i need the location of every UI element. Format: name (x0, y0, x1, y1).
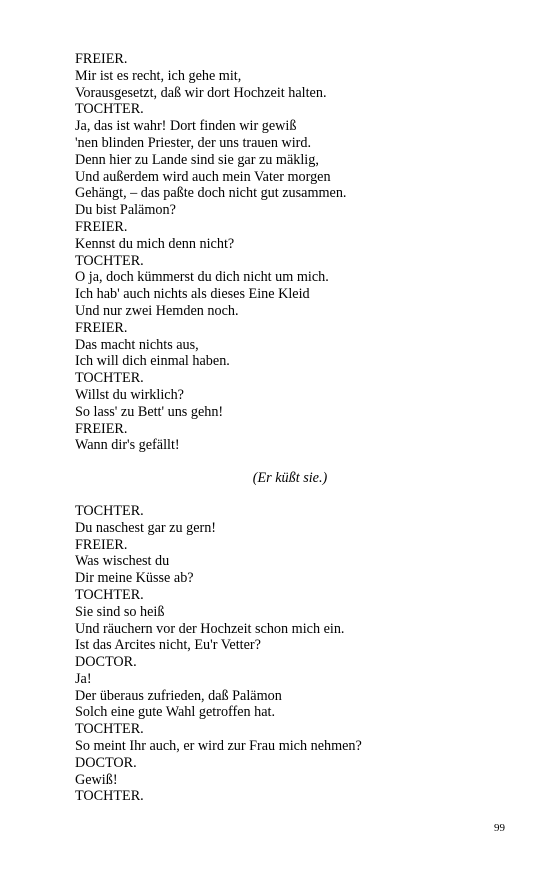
stage-direction: (Er küßt sie.) (252, 470, 328, 487)
dialogue-block-2 (75, 503, 505, 805)
text-line: Du naschest gar zu gern! (75, 519, 217, 536)
dialogue-block-1 (75, 51, 505, 454)
text-line: Und räuchern vor der Hochzeit schon mich ein. (75, 620, 345, 637)
text-line: Und außerdem wird auch mein Vater morgen (75, 168, 331, 185)
text-line: Du bist Palämon? (75, 202, 176, 219)
text-line: Das macht nichts aus, (75, 336, 199, 353)
text-line: Vorausgesetzt, daß wir dort Hochzeit halten. (75, 84, 327, 101)
text-line: TOCHTER. (75, 252, 144, 269)
text-line: Ich hab' auch nichts als dieses Eine Kleid (75, 286, 310, 303)
text-line: Ja, das ist wahr! Dort finden wir gewiß (75, 118, 297, 135)
text-line: Ist das Arcites nicht, Eu'r Vetter? (75, 637, 261, 654)
text-line: FREIER. (75, 319, 128, 336)
text-line: Gewiß! (75, 771, 118, 788)
text-line: Was wischest du (75, 553, 170, 570)
text-line: So lass' zu Bett' uns gehn! (75, 403, 224, 420)
text-line: O ja, doch kümmerst du dich nicht um mich. (75, 269, 329, 286)
text-line: Ja! (75, 670, 92, 687)
text-line: Der überaus zufrieden, daß Palämon (75, 687, 282, 704)
text-line: Denn hier zu Lande sind sie gar zu mäklig, (75, 151, 319, 168)
text-line: Ich will dich einmal haben. (75, 353, 230, 370)
text-line: TOCHTER. (75, 721, 144, 738)
text-line: Und nur zwei Hemden noch. (75, 302, 239, 319)
page-number: 99 (494, 822, 505, 834)
text-line: Solch eine gute Wahl getroffen hat. (75, 704, 276, 721)
text-line: 'nen blinden Priester, der uns trauen wird. (75, 134, 312, 151)
text-line: TOCHTER. (75, 502, 144, 519)
text-line: TOCHTER. (75, 788, 144, 805)
text-line: FREIER. (75, 420, 128, 437)
text-line: Sie sind so heiß (75, 603, 165, 620)
text-line: Dir meine Küsse ab? (75, 570, 194, 587)
text-line: DOCTOR. (75, 654, 137, 671)
text-line: So meint Ihr auch, er wird zur Frau mich nehmen? (75, 738, 362, 755)
text-line: TOCHTER. (75, 370, 144, 387)
text-line: Kennst du mich denn nicht? (75, 235, 235, 252)
text-line: FREIER. (75, 536, 128, 553)
text-line: TOCHTER. (75, 101, 144, 118)
text-line: DOCTOR. (75, 754, 137, 771)
page-body (75, 51, 505, 805)
text-line: Gehängt, – das paßte doch nicht gut zusammen. (75, 185, 347, 202)
text-line: Mir ist es recht, ich gehe mit, (75, 67, 242, 84)
text-line: Wann dir's gefällt! (75, 437, 180, 454)
text-line: FREIER. (75, 51, 128, 67)
text-line: FREIER. (75, 218, 128, 235)
text-line: TOCHTER. (75, 586, 144, 603)
text-line: Willst du wirklich? (75, 386, 184, 403)
